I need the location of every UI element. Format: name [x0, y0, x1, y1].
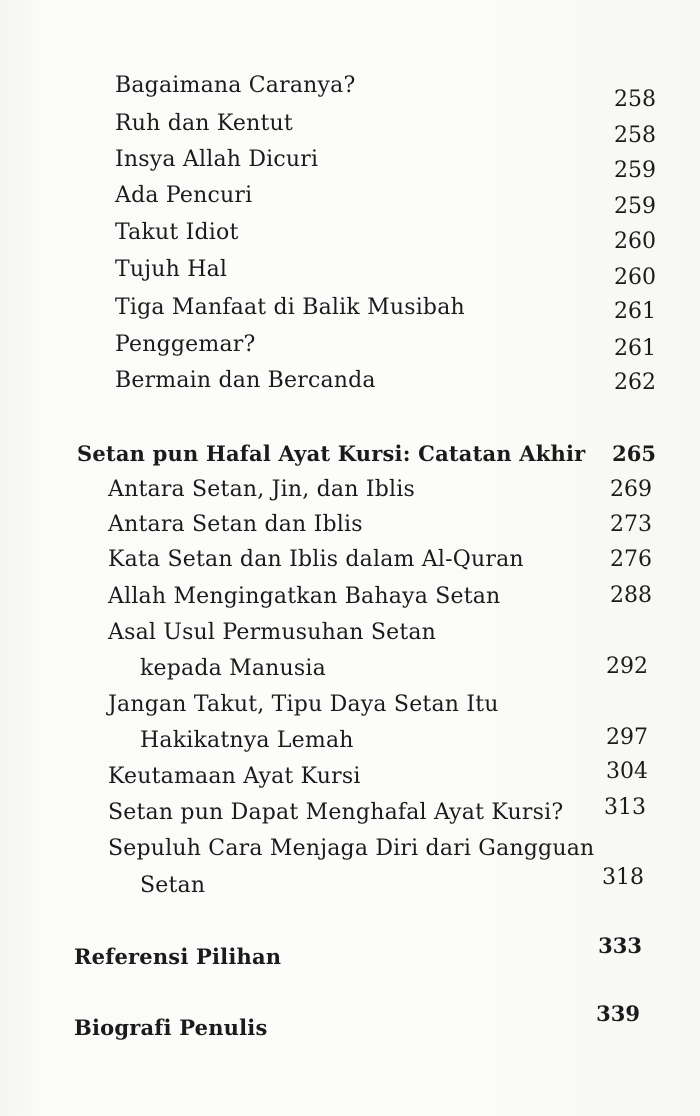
- toc-entry-title-line1: Jangan Takut, Tipu Daya Setan Itu: [108, 692, 499, 717]
- toc-entry-title: Kata Setan dan Iblis dalam Al-Quran: [108, 547, 524, 572]
- toc-biography-title: Biografi Penulis: [74, 1015, 268, 1040]
- toc-entry-title: Antara Setan dan Iblis: [108, 512, 363, 537]
- toc-entry-title: Bermain dan Bercanda: [115, 368, 376, 393]
- toc-entry-page: 288: [610, 583, 652, 608]
- toc-entry-page: 260: [614, 229, 656, 254]
- toc-entry-title: Ada Pencuri: [115, 183, 253, 208]
- toc-biography-page: 339: [596, 1001, 640, 1026]
- toc-entry-title-line1: Asal Usul Permusuhan Setan: [108, 620, 437, 645]
- toc-entry-title: Setan pun Dapat Menghafal Ayat Kursi?: [108, 800, 564, 825]
- toc-entry-page: 292: [606, 654, 648, 679]
- toc-entry-page: 258: [614, 87, 656, 112]
- toc-entry-title: Allah Mengingatkan Bahaya Setan: [108, 584, 501, 609]
- toc-entry-page: 258: [614, 123, 656, 148]
- toc-entry-title: Takut Idiot: [115, 220, 239, 245]
- toc-entry-page: 262: [614, 370, 656, 395]
- toc-entry-title: Penggemar?: [115, 332, 256, 357]
- toc-entry-title-line2: kepada Manusia: [140, 656, 326, 681]
- toc-entry-page: 318: [602, 865, 644, 890]
- toc-entry-title: Bagaimana Caranya?: [115, 73, 356, 98]
- toc-entry-page: 269: [610, 477, 652, 502]
- toc-entry-page: 259: [614, 194, 656, 219]
- toc-entry-title-line2: Hakikatnya Lemah: [140, 728, 354, 753]
- toc-entry-title: Antara Setan, Jin, dan Iblis: [108, 477, 415, 502]
- toc-chapter-title: Setan pun Hafal Ayat Kursi: Catatan Akhir: [77, 441, 586, 466]
- toc-entry-title: Ruh dan Kentut: [115, 111, 293, 136]
- toc-entry-page: 273: [610, 512, 652, 537]
- toc-entry-page: 261: [614, 336, 656, 361]
- toc-entry-title: Tiga Manfaat di Balik Musibah: [115, 295, 465, 320]
- toc-references-title: Referensi Pilihan: [74, 944, 282, 969]
- toc-entry-title: Tujuh Hal: [115, 257, 228, 282]
- toc-entry-title: Insya Allah Dicuri: [115, 147, 319, 172]
- toc-entry-page: 313: [604, 795, 646, 820]
- toc-entry-page: 260: [614, 265, 656, 290]
- toc-entry-page: 276: [610, 547, 652, 572]
- toc-entry-page: 261: [614, 299, 656, 324]
- toc-entry-title-line1: Sepuluh Cara Menjaga Diri dari Gangguan: [108, 836, 595, 861]
- toc-entry-page: 259: [614, 158, 656, 183]
- toc-entry-page: 297: [606, 725, 648, 750]
- toc-entry-page: 304: [606, 759, 648, 784]
- toc-references-page: 333: [598, 933, 642, 958]
- toc-chapter-page: 265: [612, 441, 656, 466]
- toc-entry-title: Keutamaan Ayat Kursi: [108, 764, 361, 789]
- toc-entry-title-line2: Setan: [140, 873, 206, 898]
